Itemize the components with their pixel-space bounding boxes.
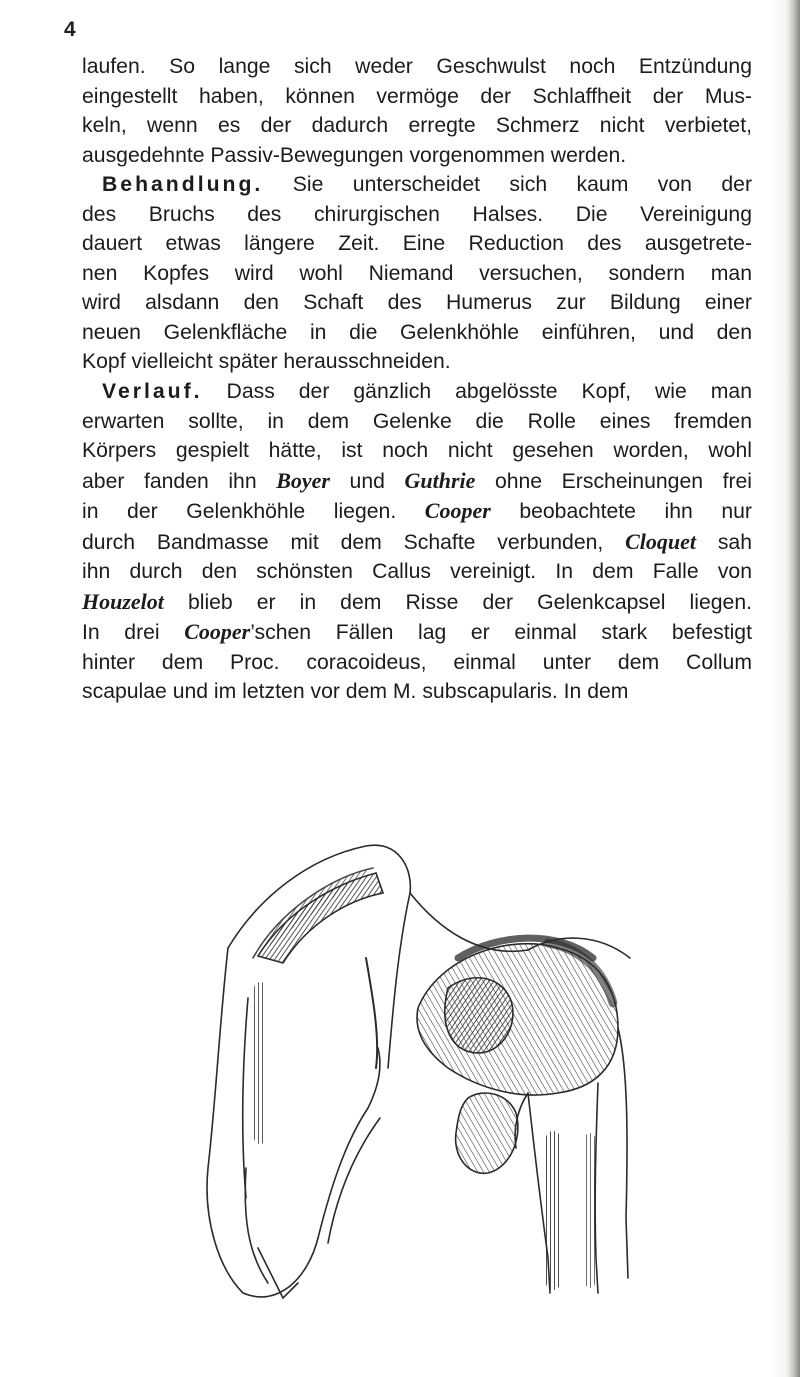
text-run: ausgedehnte Passiv-Bewegungen vorgenommen werden. bbox=[82, 143, 627, 167]
text-run: Kopf vielleicht später herausschneiden. bbox=[82, 350, 451, 374]
text-run: ’schen Fällen lag er einmal stark befestigt bbox=[250, 621, 752, 645]
text-run: und bbox=[329, 469, 405, 493]
text-run: in der Gelenkhöhle liegen. bbox=[82, 500, 425, 524]
author-name: Cooper bbox=[184, 619, 251, 645]
text-line bbox=[82, 347, 752, 377]
section-heading: Verlauf. bbox=[102, 380, 203, 404]
text-run: Dass der gänzlich abgelösste Kopf, wie man bbox=[202, 380, 752, 404]
page-number: 4 bbox=[64, 18, 76, 41]
author-name: Cloquet bbox=[625, 528, 696, 554]
shoulder-joint-engraving-icon bbox=[198, 838, 648, 1308]
text-line bbox=[82, 141, 752, 171]
text-line bbox=[82, 259, 752, 289]
text-run: sah bbox=[696, 530, 752, 554]
text-line bbox=[82, 557, 752, 587]
text-run: ihn durch den schönsten Callus vereinigt. In dem Falle von bbox=[82, 560, 752, 584]
author-name: Cooper bbox=[424, 498, 491, 524]
text-line bbox=[82, 170, 752, 200]
text-run: nen Kopfes wird wohl Niemand versuchen, sondern man bbox=[82, 261, 752, 285]
text-run: Sie unterscheidet sich kaum von der bbox=[263, 173, 752, 197]
text-line bbox=[82, 407, 752, 437]
page-edge-shadow bbox=[786, 0, 800, 1377]
text-run: neuen Gelenkfläche in die Gelenkhöhle einführen, und den bbox=[82, 320, 752, 344]
text-run: beobachtete ihn nur bbox=[490, 500, 752, 524]
author-name: Houzelot bbox=[82, 588, 164, 614]
text-run: erwarten sollte, in dem Gelenke die Rolle eines fremden bbox=[82, 409, 752, 433]
text-run: laufen. So lange sich weder Geschwulst noch Entzündung bbox=[82, 55, 752, 78]
author-name: Boyer bbox=[276, 467, 330, 493]
text-line bbox=[82, 466, 752, 497]
text-line bbox=[82, 677, 752, 707]
body-text bbox=[82, 52, 752, 707]
text-run: In drei bbox=[82, 621, 185, 645]
text-run: des Bruchs des chirurgischen Halses. Die Vereinigung bbox=[82, 202, 752, 226]
text-run: wird alsdann den Schaft des Humerus zur Bildung einer bbox=[82, 291, 752, 315]
text-run: ohne Erscheinungen frei bbox=[475, 469, 753, 493]
text-line bbox=[82, 436, 752, 466]
text-run: blieb er in dem Risse der Gelenkcapsel liegen. bbox=[163, 590, 752, 614]
text-line bbox=[82, 52, 752, 82]
text-line bbox=[82, 200, 752, 230]
text-line bbox=[82, 617, 752, 648]
text-run: scapulae und im letzten vor dem M. subscapularis. In dem bbox=[82, 680, 629, 704]
text-run: dauert etwas längere Zeit. Eine Reduction des ausgetrete- bbox=[82, 232, 752, 256]
text-line bbox=[82, 288, 752, 318]
text-line bbox=[82, 229, 752, 259]
text-line bbox=[82, 111, 752, 141]
text-line bbox=[82, 587, 752, 618]
author-name: Guthrie bbox=[404, 467, 476, 493]
text-run: aber fanden ihn bbox=[82, 469, 277, 493]
text-line bbox=[82, 82, 752, 112]
text-line bbox=[82, 648, 752, 678]
text-line bbox=[82, 377, 752, 407]
text-run: Körpers gespielt hätte, ist noch nicht gesehen worden, wohl bbox=[82, 439, 752, 463]
text-run: durch Bandmasse mit dem Schafte verbunden, bbox=[82, 530, 626, 554]
text-line bbox=[82, 496, 752, 527]
text-run: hinter dem Proc. coracoideus, einmal unter dem Collum bbox=[82, 650, 752, 674]
text-line bbox=[82, 527, 752, 558]
text-line bbox=[82, 318, 752, 348]
text-run: keln, wenn es der dadurch erregte Schmerz nicht verbietet, bbox=[82, 114, 752, 138]
section-heading: Behandlung. bbox=[102, 173, 264, 197]
text-run: eingestellt haben, können vermöge der Schlaffheit der Mus- bbox=[82, 84, 752, 108]
